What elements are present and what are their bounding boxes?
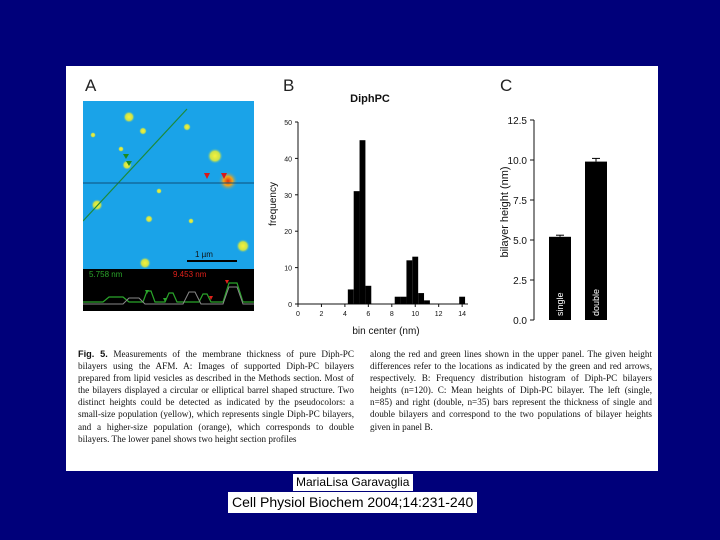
histogram-title: DiphPC [350, 93, 390, 105]
caption-left-column [78, 348, 354, 445]
bilayer-height-chart [476, 102, 656, 340]
scale-bar-label: 1 µm [195, 250, 213, 259]
panel-label-a: A [85, 76, 97, 95]
caption-left-text: Measurements of the membrane thickness of pure Diph-PC bilayers using the AFM. A: Images of supported Diph-PC bilayers prepared from lipid vesicles as described in the Methods section. Most of the bilayers displayed a circular or elliptical barrel shaped structure. Two distinct heights could be detected as indicated by the pseudocolors: a small-size population (yellow), which represents single Diph-PC bilayers, and a higher-size population (orange), which corresponds to double bilayers. The lower panel shows two height section profiles [78, 349, 355, 444]
red-arrow-left [204, 173, 210, 179]
green-profile-trace [83, 283, 254, 302]
caption-figure-label: Fig. 5. [78, 349, 108, 359]
histogram-bar [412, 257, 418, 304]
author-credit: MariaLisa Garavaglia [293, 474, 413, 491]
red-profile-value: 9.453 nm [173, 270, 207, 279]
panel-label-b: B [283, 76, 295, 95]
height-chart-y-axis-label: bilayer height (nm) [499, 166, 511, 258]
histogram-x-tick-label: 4 [342, 311, 347, 318]
panel-label-c: C [500, 76, 513, 95]
green-arrow-upper [123, 154, 129, 159]
histogram-bar [395, 297, 401, 304]
histogram-bar [348, 289, 354, 304]
histogram-x-tick-label: 0 [296, 311, 300, 318]
histogram-y-tick-label: 20 [284, 229, 292, 237]
histogram-y-tick-label: 10 [284, 265, 292, 273]
afm-particles [90, 111, 250, 269]
histogram-y-tick-label: 0 [288, 302, 292, 309]
height-chart-y-tick-label: 2.5 [513, 276, 527, 287]
histogram-bars [348, 140, 465, 304]
histogram-bar [401, 297, 407, 304]
caption-right-text: along the red and green lines shown in the upper panel. The given height differences refer to the locations as indicated by the green and red arrows, respectively. B: Frequency distribution histogram of Diph-PC bilayers heights (n=120). C: Mean heights of Diph-PC bilayer. The left (single, n=85) and right (double, n=35) bars represent the thickness of single and double bilayers and correspond to the two populations of bilayer heights given in panel B. [370, 349, 652, 432]
histogram-bar [365, 286, 371, 304]
histogram-bar [424, 300, 430, 304]
histogram-x-tick-label: 8 [389, 311, 394, 318]
histogram-y-tick-label: 30 [284, 192, 292, 200]
histogram-x-axis-label: bin center (nm) [352, 326, 420, 337]
histogram-x-tick-label: 14 [458, 311, 467, 318]
histogram-bar [406, 260, 412, 304]
afm-image [83, 101, 254, 269]
height-chart-y-tick-label: 12.5 [507, 116, 527, 127]
histogram-y-tick-label: 50 [284, 120, 292, 127]
histogram-bar [418, 293, 424, 304]
histogram-x-tick-label: 6 [366, 311, 371, 318]
height-chart-bars [549, 158, 607, 320]
height-bar-label: single [555, 292, 565, 316]
height-chart-y-tick-label: 10.0 [507, 156, 527, 167]
afm-height-profile [83, 269, 254, 311]
histogram-y-tick-label: 40 [284, 156, 292, 164]
citation: Cell Physiol Biochem 2004;14:231-240 [228, 492, 477, 513]
histogram-bar [360, 140, 366, 304]
figure [66, 66, 658, 471]
height-chart-y-tick-label: 0.0 [513, 316, 527, 327]
height-chart-y-tick-label: 7.5 [513, 196, 527, 207]
green-profile-value: 5.758 nm [89, 270, 123, 279]
caption-right-column [370, 348, 652, 433]
histogram-axes [284, 120, 468, 318]
histogram-y-axis-label: frequency [268, 182, 279, 226]
histogram-x-tick-label: 10 [411, 311, 420, 318]
histogram-bar [459, 297, 465, 304]
frequency-histogram [256, 76, 472, 338]
height-bar-label: double [591, 288, 601, 316]
histogram-x-tick-label: 12 [434, 311, 443, 318]
green-section-line [83, 109, 187, 221]
height-chart-y-tick-label: 5.0 [513, 236, 527, 247]
histogram-x-tick-label: 2 [319, 311, 324, 318]
height-chart-axes [508, 116, 534, 327]
histogram-bar [354, 191, 360, 304]
